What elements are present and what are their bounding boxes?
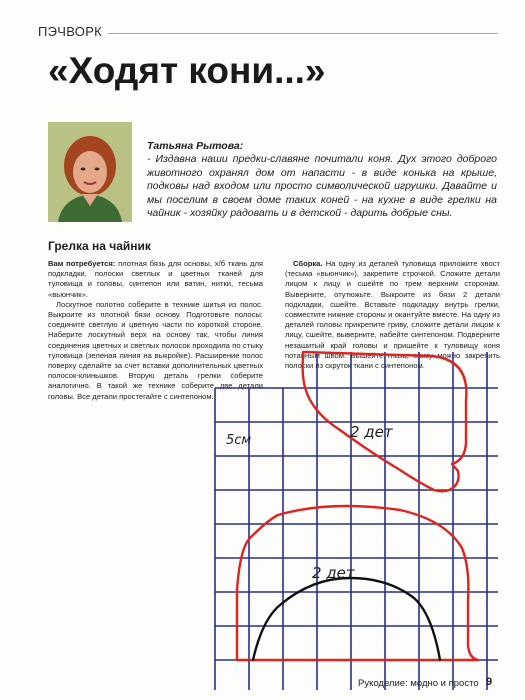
intro-author: Татьяна Рытова: xyxy=(147,140,244,152)
assembly-text: На одну из деталей туловища приложите хвост (тесьма «вьюнчик»), закрепите строчкой. Сложите детали лицом к лицу и сшейте по трем верхним сторонам. Выверните, отутюжьте. Выкроите из бязи 2 детали подкладки, сшейте. Вставьте подкладку внутрь грелки, совместите нижние стороны и окантуйте вместе. На одну из деталей головы прикрепите гриву, сложите детали лицом к лицу, сшейте, выверните, набейте синтепоном. Подверните незашитый край головы и пришейте к туловищу коня потайным швом. Вышейте глаза, снизу можно закрепить полоски из скруток ткани с синтепоном. xyxy=(285,259,500,371)
left-column-paragraph: Лоскутное полотно соберите в технике шитья из полос. Выкроите из плотной бязи основу. Подготовьте полосы: соедините светлую и цветную части по короткой стороне. Наберите лоскутный верх на основу так, чтобы линия соединения цветных и светлых полосок проходила по стыку туловища (зеленая линия на выкройке). Расширение полос поверху сделайте за счет вставки дополнительных цветных полосок-клиньшков. Вторую деталь грелки соберите аналогично. В такой же технике соберите две детали головы. Все детали простегайте с синтепоном. xyxy=(48,299,263,401)
assembly-lead: Сборка. xyxy=(293,259,323,268)
body-seam-line xyxy=(253,578,440,660)
scale-label: 5см xyxy=(226,433,252,448)
section-label: ПЭЧВОРК xyxy=(38,24,103,39)
body-piece-outline xyxy=(237,506,478,660)
intro-text: - Издавна наши предки-славяне почитали коня. Дух этого доброго животного охранял дом от напасти - в виде конька на крыше, подковы над входом или просто символической игрушки. Давайте и мы поселим в своем доме таких коней - на кухне в виде грелки на чайник - хозяйку радовать и в детской - дарить добрые сны. xyxy=(147,153,497,219)
head-piece-label: 2 дет xyxy=(350,423,393,441)
article-subhead: Грелка на чайник xyxy=(48,239,151,253)
materials-text: плотная бязь для основы, х/б ткань для подкладки, полоски светлых и цветных тканей для туловища и головы, синтепон или ватин, нитки, тесьма «вьюнчик». xyxy=(48,259,263,299)
magazine-brand: Рукоделие: модно и просто xyxy=(358,678,479,689)
page-title: «Ходят кони...» xyxy=(48,50,326,91)
page-number: 9 xyxy=(486,676,493,688)
materials-lead: Вам потребуется: xyxy=(48,259,116,268)
body-piece-label: 2 дет xyxy=(312,564,355,582)
pattern-grid xyxy=(215,352,498,690)
